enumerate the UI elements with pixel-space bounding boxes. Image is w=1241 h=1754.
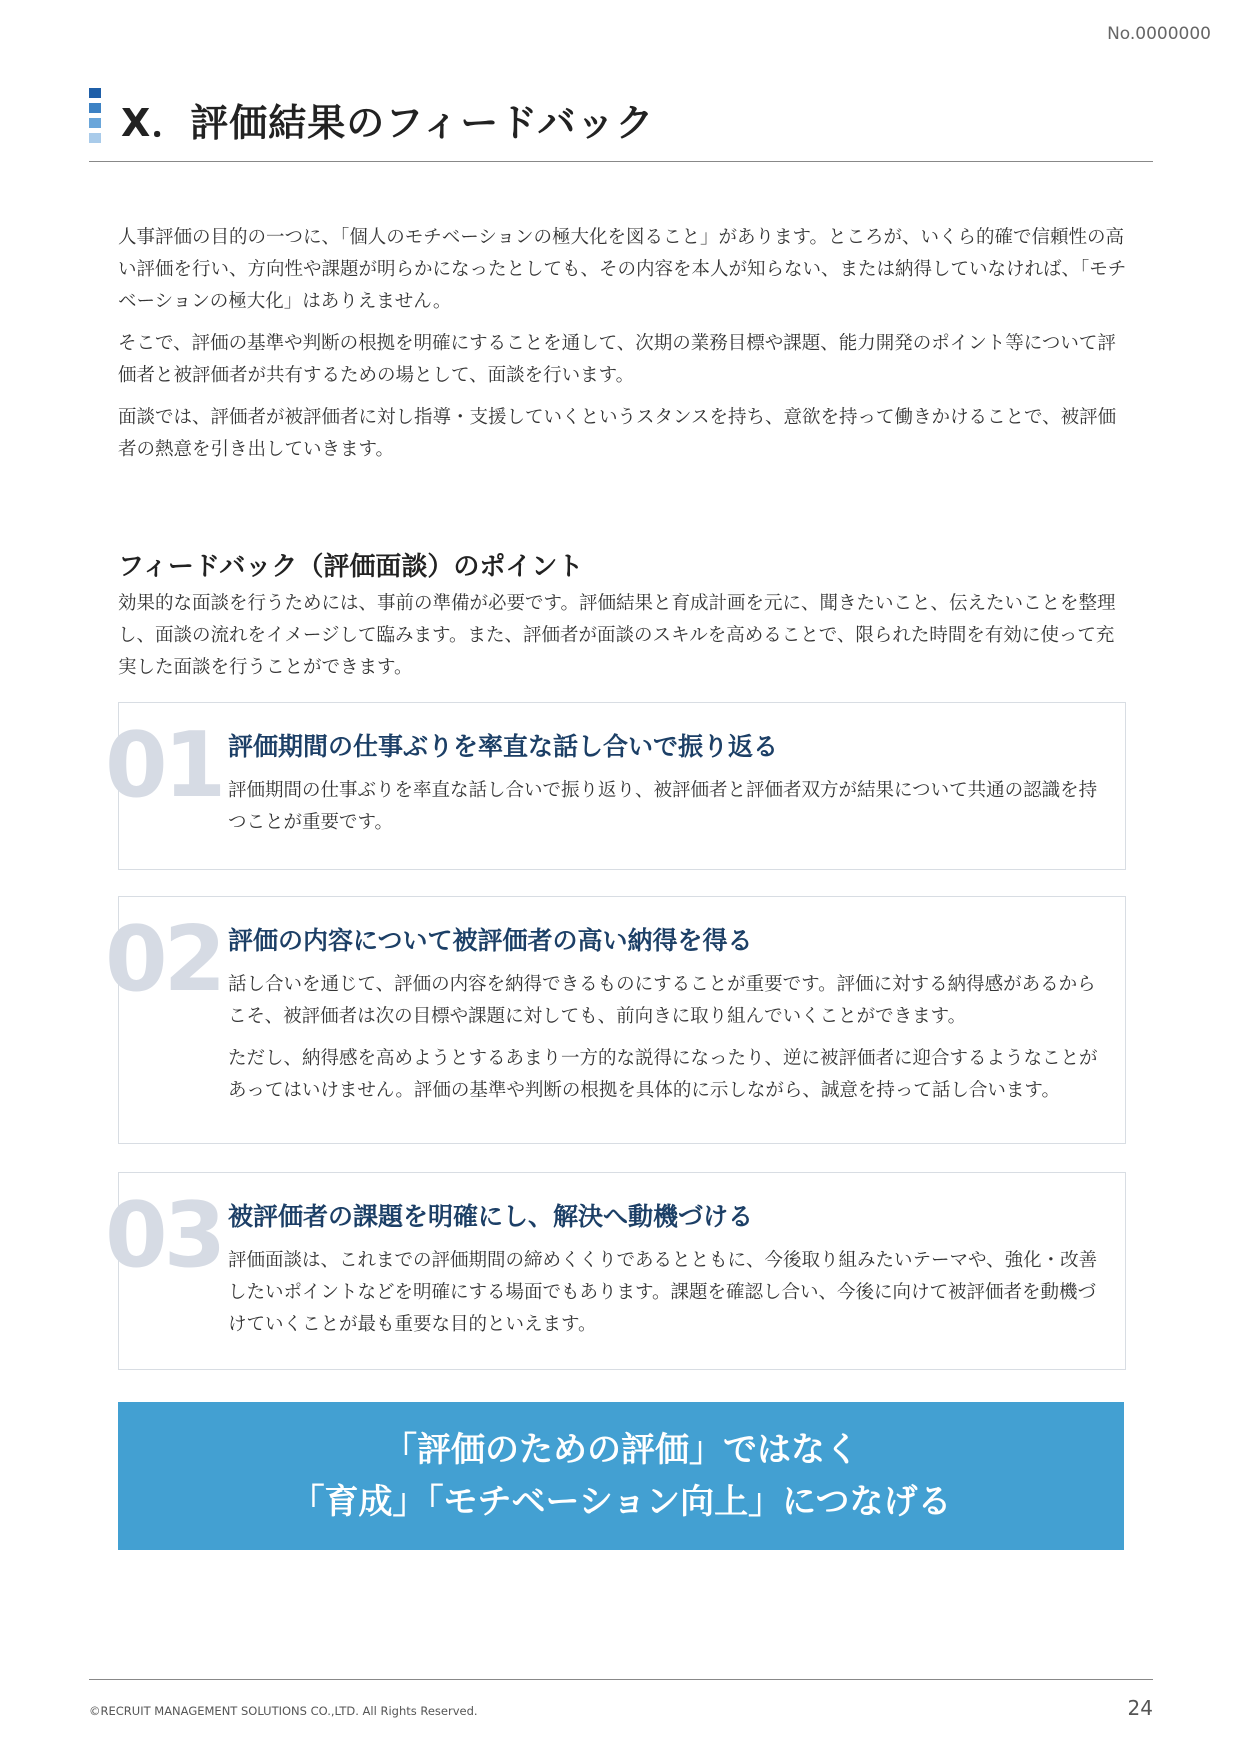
title-marker-icon bbox=[89, 88, 101, 148]
point-number: 02 bbox=[105, 907, 223, 1012]
title-divider bbox=[89, 161, 1153, 162]
point-body bbox=[228, 969, 1098, 1117]
point-paragraph: 評価期間の仕事ぶりを率直な話し合いで振り返り、被評価者と評価者双方が結果について共通の認識を持つことが重要です。 bbox=[228, 780, 1098, 833]
point-number: 01 bbox=[105, 713, 223, 818]
intro-paragraph: 人事評価の目的の一つに、「個人のモチベーションの極大化を図ること」があります。ところが、いくら的確で信頼性の高い評価を行い、方向性や課題が明らかになったとしても、その内容を本人が知らない、または納得していなければ、「モチベーションの極大化」はありえません。 bbox=[118, 227, 1127, 312]
section-lead: 効果的な面談を行うためには、事前の準備が必要です。評価結果と育成計画を元に、聞きたいこと、伝えたいことを整理し、面談の流れをイメージして臨みます。また、評価者が面談のスキルを高めることで、限られた時間を有効に使って充実した面談を行うことができます。 bbox=[118, 593, 1116, 678]
copyright: ©RECRUIT MANAGEMENT SOLUTIONS CO.,LTD. All Rights Reserved. bbox=[89, 1704, 478, 1718]
point-number: 03 bbox=[105, 1183, 223, 1288]
intro-paragraph: 面談では、評価者が被評価者に対し指導・支援していくというスタンスを持ち、意欲を持って働きかけることで、被評価者の熱意を引き出していきます。 bbox=[118, 407, 1117, 460]
point-card-03 bbox=[105, 1172, 1126, 1370]
point-paragraph: ただし、納得感を高めようとするあまり一方的な説得になったり、逆に被評価者に迎合するようなことがあってはいけません。評価の基準や判断の根拠を具体的に示しながら、誠意を持って話し合います。 bbox=[228, 1048, 1098, 1101]
point-title: 被評価者の課題を明確にし、解決へ動機づける bbox=[228, 1202, 754, 1231]
page-title: X．評価結果のフィードバック bbox=[121, 101, 655, 145]
point-title: 評価の内容について被評価者の高い納得を得る bbox=[228, 926, 753, 955]
section-heading: フィードバック（評価面談）のポイント bbox=[118, 552, 584, 582]
banner-line-2: 「育成」「モチベーション向上」につなげる bbox=[290, 1482, 952, 1522]
summary-banner bbox=[118, 1402, 1124, 1550]
point-card-01 bbox=[105, 702, 1126, 870]
point-paragraph: 評価面談は、これまでの評価期間の締めくくりであるとともに、今後取り組みたいテーマや、強化・改善したいポイントなどを明確にする場面でもあります。課題を確認し合い、今後に向けて被評価者を動機づけていくことが最も重要な目的といえます。 bbox=[228, 1250, 1098, 1335]
document-number: No.0000000 bbox=[1107, 24, 1211, 44]
point-body bbox=[228, 1245, 1098, 1351]
point-paragraph: 話し合いを通じて、評価の内容を納得できるものにすることが重要です。評価に対する納得感があるからこそ、被評価者は次の目標や課題に対しても、前向きに取り組んでいくことができます。 bbox=[228, 974, 1096, 1027]
point-card-02 bbox=[105, 896, 1126, 1144]
footer-divider bbox=[89, 1679, 1153, 1680]
banner-line-1: 「評価のための評価」ではなく bbox=[383, 1430, 859, 1470]
point-title: 評価期間の仕事ぶりを率直な話し合いで振り返る bbox=[228, 732, 779, 761]
intro-text bbox=[118, 222, 1128, 476]
intro-paragraph: そこで、評価の基準や判断の根拠を明確にすることを通して、次期の業務目標や課題、能力開発のポイント等について評価者と被評価者が共有するための場として、面談を行います。 bbox=[118, 333, 1116, 386]
point-body bbox=[228, 775, 1098, 849]
page-number: 24 bbox=[1127, 1696, 1153, 1720]
